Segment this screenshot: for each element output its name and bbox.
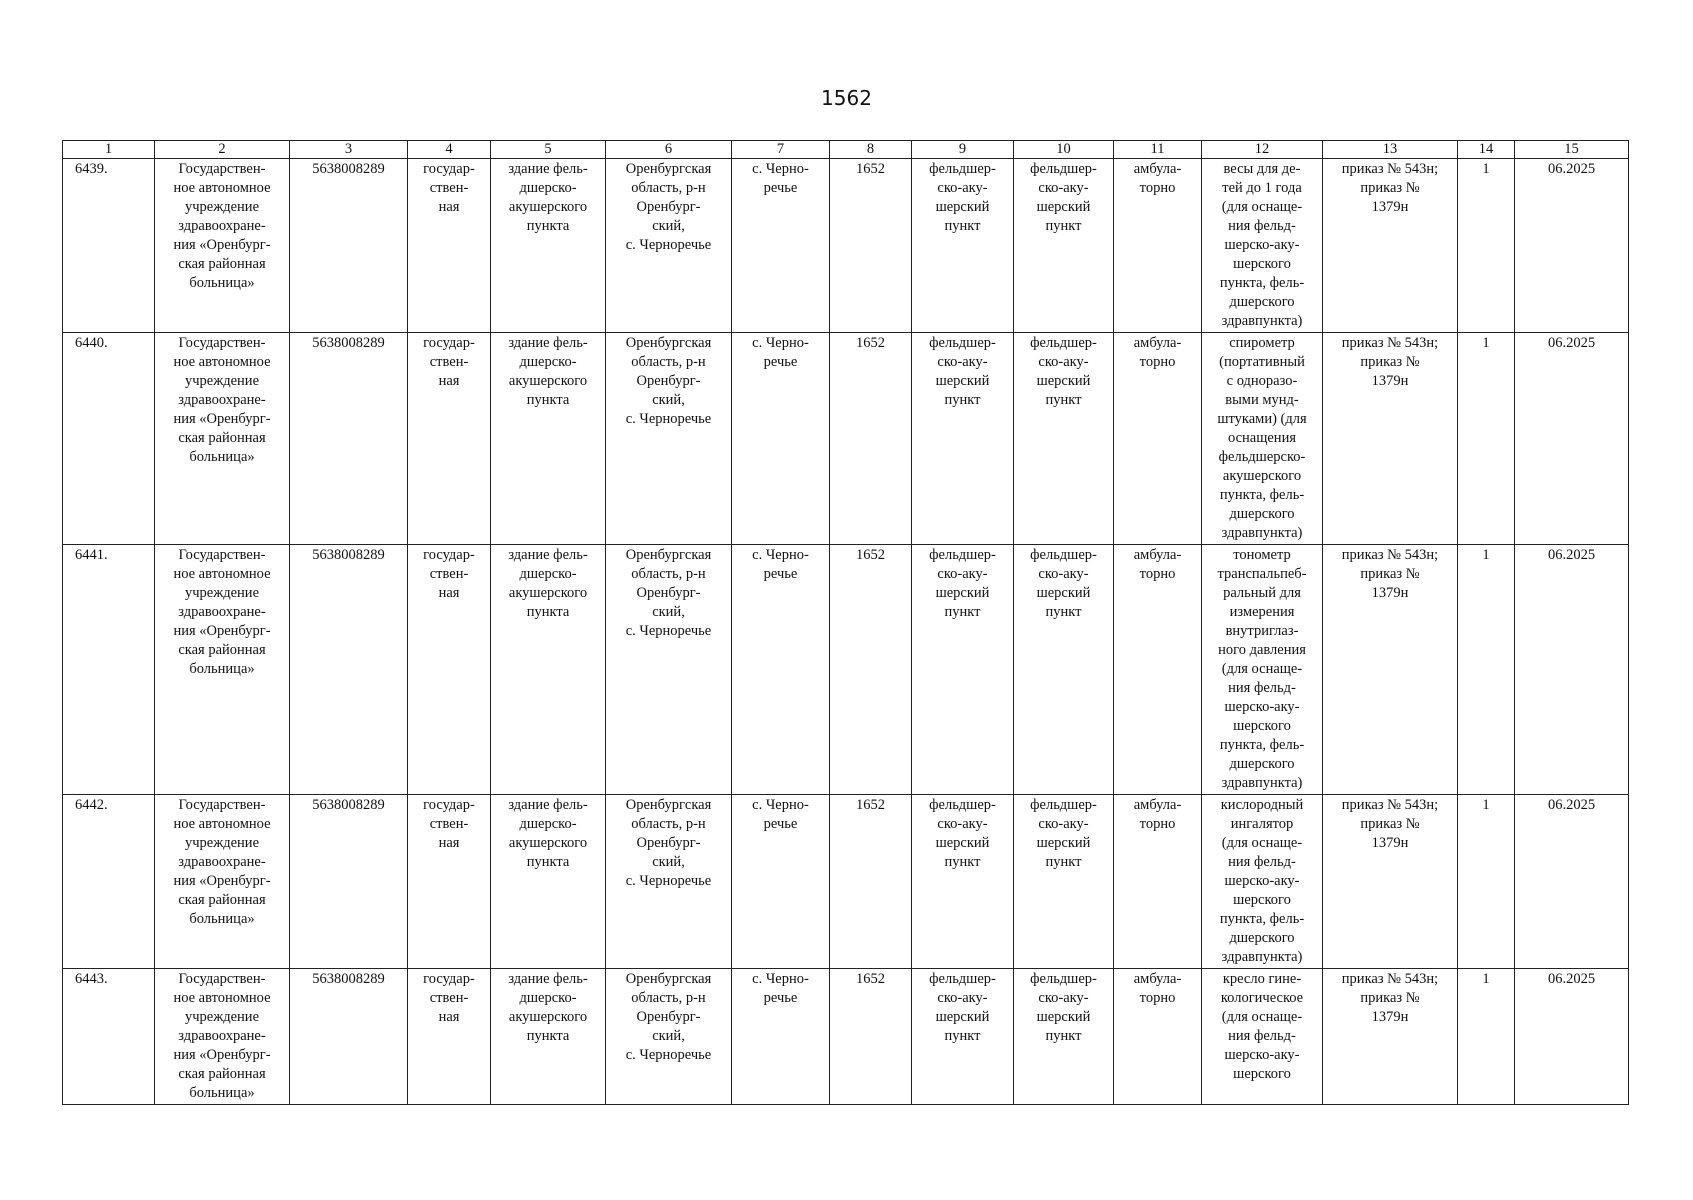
table-header <box>63 141 1629 159</box>
unit-type: фельдшер- ско-аку- шерский пункт <box>912 159 1014 333</box>
unit-name: фельдшер- ско-аку- шерский пункт <box>1014 969 1114 1105</box>
ownership-form: государ- ствен- ная <box>408 333 491 545</box>
unit-name: фельдшер- ско-аку- шерский пункт <box>1014 545 1114 795</box>
equipment: весы для де- тей до 1 года (для оснаще- ния фельд- шерско-аку- шерского пункта, фель- дшерского здравпункта) <box>1202 159 1323 333</box>
basis: приказ № 543н; приказ № 1379н <box>1323 159 1458 333</box>
care-form: амбула- торно <box>1114 795 1202 969</box>
column-header-12: 12 <box>1202 141 1323 159</box>
table-row <box>63 795 1629 969</box>
code: 1652 <box>830 795 912 969</box>
unit-name: фельдшер- ско-аку- шерский пункт <box>1014 333 1114 545</box>
quantity: 1 <box>1458 795 1515 969</box>
column-header-10: 10 <box>1014 141 1114 159</box>
basis: приказ № 543н; приказ № 1379н <box>1323 795 1458 969</box>
address: Оренбургская область, р-н Оренбург- ский, с. Черноречье <box>606 159 732 333</box>
date: 06.2025 <box>1515 159 1629 333</box>
building: здание фель- дшерско- акушерского пункта <box>491 159 606 333</box>
column-header-8: 8 <box>830 141 912 159</box>
equipment: кресло гине- кологическое (для оснаще- ния фельд- шерско-аку- шерского <box>1202 969 1323 1105</box>
organization-name: Государствен- ное автономное учреждение здравоохране- ния «Оренбург- ская районная больница» <box>155 969 290 1105</box>
date: 06.2025 <box>1515 795 1629 969</box>
row-number: 6440. <box>63 333 155 545</box>
care-form: амбула- торно <box>1114 969 1202 1105</box>
ownership-form: государ- ствен- ная <box>408 159 491 333</box>
column-header-13: 13 <box>1323 141 1458 159</box>
locality: с. Черно- речье <box>732 795 830 969</box>
column-header-11: 11 <box>1114 141 1202 159</box>
basis: приказ № 543н; приказ № 1379н <box>1323 969 1458 1105</box>
locality: с. Черно- речье <box>732 333 830 545</box>
unit-type: фельдшер- ско-аку- шерский пункт <box>912 795 1014 969</box>
care-form: амбула- торно <box>1114 333 1202 545</box>
column-header-4: 4 <box>408 141 491 159</box>
unit-type: фельдшер- ско-аку- шерский пункт <box>912 969 1014 1105</box>
table-row <box>63 969 1629 1105</box>
care-form: амбула- торно <box>1114 159 1202 333</box>
code: 1652 <box>830 545 912 795</box>
building: здание фель- дшерско- акушерского пункта <box>491 969 606 1105</box>
inn: 5638008289 <box>290 969 408 1105</box>
table-body <box>63 159 1629 1105</box>
unit-name: фельдшер- ско-аку- шерский пункт <box>1014 795 1114 969</box>
address: Оренбургская область, р-н Оренбург- ский, с. Черноречье <box>606 545 732 795</box>
ownership-form: государ- ствен- ная <box>408 795 491 969</box>
ownership-form: государ- ствен- ная <box>408 545 491 795</box>
address: Оренбургская область, р-н Оренбург- ский, с. Черноречье <box>606 795 732 969</box>
quantity: 1 <box>1458 333 1515 545</box>
date: 06.2025 <box>1515 969 1629 1105</box>
code: 1652 <box>830 159 912 333</box>
column-header-6: 6 <box>606 141 732 159</box>
inn: 5638008289 <box>290 795 408 969</box>
equipment: кислородный ингалятор (для оснаще- ния фельд- шерско-аку- шерского пункта, фель- дшерского здравпункта) <box>1202 795 1323 969</box>
page-number: 1562 <box>821 86 872 110</box>
table-row <box>63 159 1629 333</box>
code: 1652 <box>830 333 912 545</box>
basis: приказ № 543н; приказ № 1379н <box>1323 545 1458 795</box>
row-number: 6442. <box>63 795 155 969</box>
unit-name: фельдшер- ско-аку- шерский пункт <box>1014 159 1114 333</box>
inn: 5638008289 <box>290 545 408 795</box>
building: здание фель- дшерско- акушерского пункта <box>491 795 606 969</box>
table-row <box>63 333 1629 545</box>
column-header-2: 2 <box>155 141 290 159</box>
date: 06.2025 <box>1515 333 1629 545</box>
locality: с. Черно- речье <box>732 159 830 333</box>
unit-type: фельдшер- ско-аку- шерский пункт <box>912 333 1014 545</box>
code: 1652 <box>830 969 912 1105</box>
header-row <box>63 141 1629 159</box>
care-form: амбула- торно <box>1114 545 1202 795</box>
row-number: 6441. <box>63 545 155 795</box>
address: Оренбургская область, р-н Оренбург- ский, с. Черноречье <box>606 333 732 545</box>
address: Оренбургская область, р-н Оренбург- ский, с. Черноречье <box>606 969 732 1105</box>
basis: приказ № 543н; приказ № 1379н <box>1323 333 1458 545</box>
inn: 5638008289 <box>290 159 408 333</box>
row-number: 6443. <box>63 969 155 1105</box>
column-header-7: 7 <box>732 141 830 159</box>
row-number: 6439. <box>63 159 155 333</box>
equipment: спирометр (портативный с одноразо- выми мунд- штуками) (для оснащения фельдшерско- акушерского пункта, фель- дшерского здравпункта) <box>1202 333 1323 545</box>
building: здание фель- дшерско- акушерского пункта <box>491 545 606 795</box>
locality: с. Черно- речье <box>732 545 830 795</box>
quantity: 1 <box>1458 969 1515 1105</box>
quantity: 1 <box>1458 159 1515 333</box>
organization-name: Государствен- ное автономное учреждение здравоохране- ния «Оренбург- ская районная больница» <box>155 159 290 333</box>
table-row <box>63 545 1629 795</box>
ownership-form: государ- ствен- ная <box>408 969 491 1105</box>
date: 06.2025 <box>1515 545 1629 795</box>
column-header-15: 15 <box>1515 141 1629 159</box>
column-header-1: 1 <box>63 141 155 159</box>
locality: с. Черно- речье <box>732 969 830 1105</box>
quantity: 1 <box>1458 545 1515 795</box>
column-header-3: 3 <box>290 141 408 159</box>
registry-table <box>62 140 1629 1105</box>
column-header-14: 14 <box>1458 141 1515 159</box>
column-header-9: 9 <box>912 141 1014 159</box>
organization-name: Государствен- ное автономное учреждение здравоохране- ния «Оренбург- ская районная больница» <box>155 545 290 795</box>
building: здание фель- дшерско- акушерского пункта <box>491 333 606 545</box>
organization-name: Государствен- ное автономное учреждение здравоохране- ния «Оренбург- ская районная больница» <box>155 795 290 969</box>
unit-type: фельдшер- ско-аку- шерский пункт <box>912 545 1014 795</box>
equipment: тонометр транспальпеб- ральный для измерения внутриглаз- ного давления (для оснаще- ния фельд- шерско-аку- шерского пункта, фель- дшерского здравпункта) <box>1202 545 1323 795</box>
column-header-5: 5 <box>491 141 606 159</box>
organization-name: Государствен- ное автономное учреждение здравоохране- ния «Оренбург- ская районная больница» <box>155 333 290 545</box>
inn: 5638008289 <box>290 333 408 545</box>
